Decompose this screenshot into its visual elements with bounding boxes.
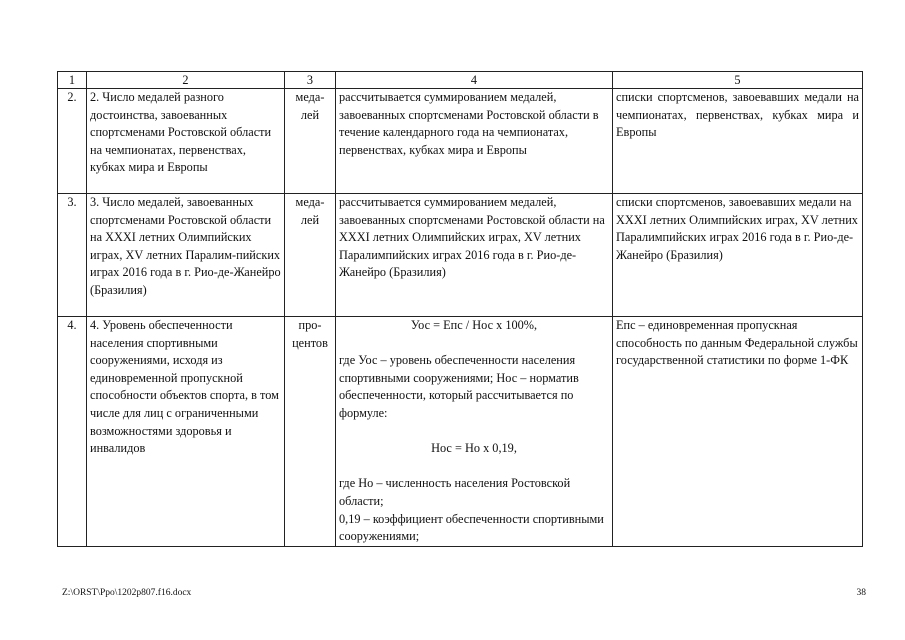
unit-cell: [285, 317, 336, 547]
row-number: 2.: [58, 89, 87, 194]
table-row: [58, 194, 863, 317]
row-number: 4.: [58, 317, 87, 547]
header-cell-3: 3: [285, 72, 336, 89]
indicators-table: [57, 71, 863, 547]
indicator-name: 2. Число медалей разного достоинства, завоеванных спортсменами Ростовской области на чемпионатах, первенствах, кубках мира и Европы: [87, 89, 285, 194]
table-row: [58, 317, 863, 547]
header-cell-1: 1: [58, 72, 87, 89]
data-source: Епс – единовременная пропускная способность по данным Федеральной службы государственной статистики по форме 1-ФК: [613, 317, 863, 547]
formula-explanation: где Уос – уровень обеспеченности населения спортивными сооружениями; Нос – норматив обеспеченности, который рассчитывается по формуле:: [339, 353, 579, 420]
calculation-method: [336, 317, 613, 547]
footer-page-number: 38: [856, 588, 866, 598]
unit-line: про-: [298, 318, 322, 332]
header-cell-2: 2: [87, 72, 285, 89]
calculation-method: рассчитывается суммированием медалей, завоеванных спортсменами Ростовской области на XXXI летних Олимпийских играх, XV летних Паралимпийских играх 2016 года в г. Рио-де-Жанейро (Бразилия): [336, 194, 613, 317]
indicator-name: 4. Уровень обеспеченности населения спортивными сооружениями, исходя из единовременной пропускной способности объектов спорта, в том числе для лиц с ограниченными возможностями здоровья и инвалидов: [87, 317, 285, 547]
formula-norm: Нос = Нo х 0,19,: [431, 441, 517, 456]
unit-cell: [285, 194, 336, 317]
formula-explanation: 0,19 – коэффициент обеспеченности спортивными сооружениями;: [339, 511, 604, 544]
table-row: [58, 89, 863, 194]
unit-cell: [285, 89, 336, 194]
unit-line: лей: [300, 107, 320, 122]
row-number: 3.: [58, 194, 87, 317]
header-cell-4: 4: [336, 72, 613, 89]
footer-file-path: Z:\ORST\Ppo\1202p807.f16.docx: [62, 588, 192, 598]
unit-line: меда-: [295, 90, 325, 104]
data-source: списки спортсменов, завоевавших медали на чемпионатах, первенствах, кубках мира и Европы: [613, 89, 863, 194]
header-cell-5: 5: [613, 72, 863, 89]
unit-line: центов: [292, 335, 328, 350]
unit-line: меда-: [295, 195, 325, 209]
indicator-name: 3. Число медалей, завоеванных спортсменами Ростовской области на XXXI летних Олимпийских играх, XV летних Паралим-пийских играх 2016 года в г. Рио-де-Жанейро (Бразилия): [87, 194, 285, 317]
unit-line: лей: [300, 212, 320, 227]
data-source: списки спортсменов, завоевавших медали на XXXI летних Олимпийских играх, XV летних Паралимпийских играх 2016 года в г. Рио-де-Жанейро (Бразилия): [613, 194, 863, 317]
formula-coverage: Уос = Епс / Нос х 100%,: [410, 318, 538, 332]
calculation-method: рассчитывается суммированием медалей, завоеванных спортсменами Ростовской области в течение календарного года на чемпионатах, первенствах, кубках мира и Европы: [336, 89, 613, 194]
formula-explanation: где Нo – численность населения Ростовской области;: [339, 476, 571, 508]
table-header-row: [58, 72, 863, 89]
